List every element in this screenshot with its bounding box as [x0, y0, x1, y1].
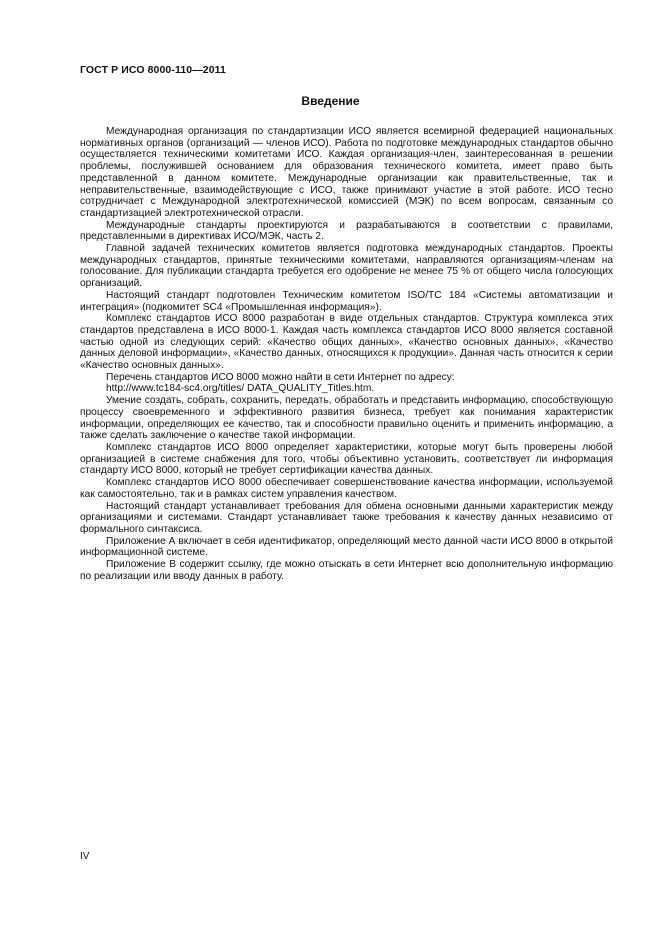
paragraph-url: http://www.tc184-sc4.org/titles/ DATA_QUALITY_Titles.htm.	[106, 383, 375, 395]
section-title: Введение	[301, 94, 360, 108]
paragraph-characteristics: Комплекс стандартов ИСО 8000 определяет характеристики, которые могут быть проверены любой организацией в системе снабжения для того, чтобы объективно установить, соответствует ли информация стандарту ИСО 8000, который не требует сертификации качества данных.	[80, 441, 613, 477]
paragraph-annex-a: Приложение А включает в себя идентификатор, определяющий место данной части ИСО 8000 в открытой информационной системе.	[80, 535, 613, 559]
document-body	[80, 126, 613, 582]
page-number: IV	[80, 851, 90, 862]
paragraph-iso-intro: Международная организация по стандартизации ИСО является всемирной федерацией национальных нормативных органов (организаций — членов ИСО). Работа по подготовке международных стандартов обычно осуществляется техническими комитетами ИСО. Каждая организация-член, заинтересованная в решении проблемы, послужившей основанием для образования технического комитета, имеет право быть представленной в данном комитете. Международные организации как правительственные, так и неправительственные, взаимодействующие с ИСО, также принимают участие в этой работе. ИСО тесно сотрудничает с Международной электротехнической комиссией (МЭК) по всем вопросам, связанным со стандартизацией электротехнической отрасли.	[80, 126, 613, 219]
paragraph-committee-tasks: Главной задачей технических комитетов является подготовка международных стандартов. Проекты международных стандартов, принятые техническими комитетами, направляются организациям-членам на голосование. Для публикации стандарта требуется его одобрение не менее 75 % от общего числа голосующих организаций.	[80, 243, 613, 290]
paragraph-complex-structure: Комплекс стандартов ИСО 8000 разработан в виде отдельных стандартов. Структура комплекса этих стандартов представлена в ИСО 8000-1. Каждая часть комплекса стандартов ИСО 8000 является составной частью одной из следующих серий: «Качество общих данных», «Качество основных данных», «Качество данных деловой информации», «Качество данных, относящихся к продукции». Данная часть относится к серии «Качество основных данных».	[80, 313, 613, 372]
paragraph-standards-design: Международные стандарты проектируются и разрабатываются в соответствии с правилами, представленными в директивах ИСО/МЭК, часть 2.	[80, 219, 613, 243]
document-header: ГОСТ Р ИСО 8000-110—2011	[80, 64, 226, 76]
paragraph-list-location: Перечень стандартов ИСО 8000 можно найти в сети Интернет по адресу:	[106, 371, 455, 383]
paragraph-prepared-by: Настоящий стандарт подготовлен Техническим комитетом ISO/TC 184 «Системы автоматизации и интеграция» (подкомитет SC4 «Промышленная информация»).	[80, 289, 613, 313]
paragraph-requirements: Настоящий стандарт устанавливает требования для обмена основными данными характеристик между организациями и системами. Стандарт устанавливает также требования к качеству данных независимо от формального синтаксиса.	[80, 500, 613, 535]
paragraph-annex-b: Приложение В содержит ссылку, где можно отыскать в сети Интернет всю дополнительную информацию по реализации или вводу данных в работу.	[80, 559, 613, 582]
paragraph-quality-improvement: Комплекс стандартов ИСО 8000 обеспечивает совершенствование качества информации, используемой как самостоятельно, так и в рамках систем управления качеством.	[80, 477, 613, 500]
paragraph-information-skills: Умение создать, собрать, сохранить, передать, обработать и представить информацию, способствующую процессу своевременного и эффективного развития бизнеса, требует как понимания характеристик информации, определяющих ее качество, так и способности правильно оценить и применить информацию, а также сделать заключение о качестве такой информации.	[80, 395, 613, 442]
